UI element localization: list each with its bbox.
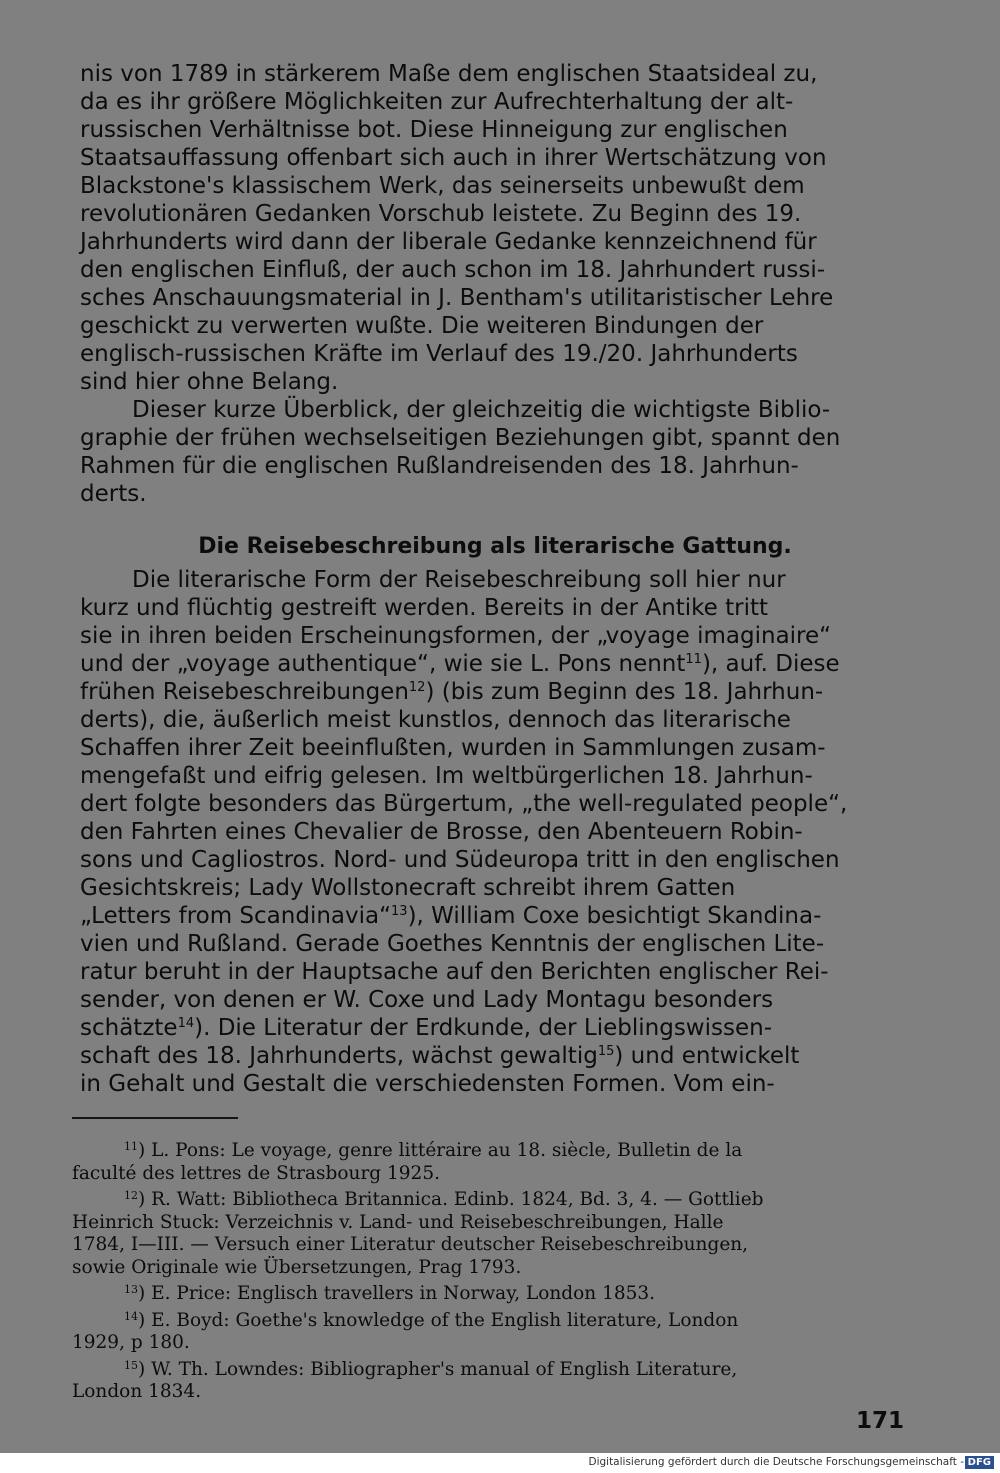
text-line: da es ihr größere Möglichkeiten zur Aufrechterhaltung der alt- [80, 89, 794, 115]
footnote-line [72, 1185, 910, 1212]
footnote-line: faculté des lettres de Strasbourg 1925. [72, 1162, 440, 1184]
text-line: Schaffen ihrer Zeit beeinflußten, wurden in Sammlungen zusam- [80, 735, 826, 761]
text-line [80, 678, 910, 706]
footnote-number: 14 [124, 1309, 138, 1323]
footnote-reference: 12 [408, 680, 426, 695]
text-line: sons und Cagliostros. Nord- und Südeuropa tritt in den englischen [80, 847, 840, 873]
footnote-number: 11 [124, 1140, 138, 1153]
main-text [80, 60, 910, 508]
text-line: Rahmen für die englischen Rußlandreisenden des 18. Jahrhun- [80, 453, 799, 479]
text-line: sender, von denen er W. Coxe und Lady Montagu besonders [80, 987, 774, 1013]
text-line: in Gehalt und Gestalt die verschiedensten Formen. Vom ein- [80, 1071, 775, 1097]
footnote-text: E. Boyd: Goethe's knowledge of the English literature, London [151, 1309, 739, 1331]
footnote-number: 12 [124, 1189, 138, 1202]
paragraph-1 [80, 60, 910, 396]
text-segment: und der „voyage authentique“, wie sie L. Pons nennt [80, 651, 686, 677]
footnote-line: London 1834. [72, 1381, 202, 1402]
text-line: sind hier ohne Belang. [80, 369, 339, 395]
footnote-mark: ) [138, 1140, 152, 1161]
text-line: mengefaßt und eifrig gelesen. Im weltbürgerlichen 18. Jahrhun- [80, 763, 813, 789]
footnote-line [72, 1306, 910, 1333]
footnote-text: E. Price: Englisch travellers in Norway, London 1853. [151, 1283, 656, 1304]
footnote-reference: 11 [685, 652, 702, 667]
page-number: 171 [855, 1408, 904, 1434]
text-segment: schätzte [80, 1015, 178, 1041]
footnote-mark: ) [138, 1309, 152, 1331]
footnote-13 [72, 1279, 910, 1306]
main-text-section [80, 566, 910, 1098]
paragraph-2 [80, 396, 910, 508]
footnote-mark: ) [138, 1358, 152, 1380]
digitization-credit-bar [0, 1453, 1000, 1473]
text-line: ratur beruht in der Hauptsache auf den Berichten englischer Rei- [80, 959, 829, 985]
footnote-reference: 14 [177, 1016, 195, 1031]
footnote-line [72, 1279, 910, 1306]
footnote-line: 1784, I—III. — Versuch einer Literatur deutscher Reisebeschreibungen, [72, 1234, 749, 1255]
footnote-number: 13 [124, 1283, 138, 1296]
text-line: geschickt zu verwerten wußte. Die weiteren Bindungen der [80, 313, 764, 339]
footnote-text: R. Watt: Bibliotheca Britannica. Edinb. 1824, Bd. 3, 4. — Gottlieb [151, 1189, 764, 1210]
section-heading: Die Reisebeschreibung als literarische Gattung. [198, 534, 792, 559]
text-line [80, 650, 910, 678]
footnote-line [72, 1136, 910, 1163]
text-segment: ). Die Literatur der Erdkunde, der Lieblingswissen- [194, 1015, 772, 1041]
text-line: graphie der frühen wechselseitigen Beziehungen gibt, spannt den [80, 425, 841, 451]
footnotes [72, 1136, 910, 1404]
text-line: Blackstone's klassischem Werk, das seinerseits unbewußt dem [80, 173, 805, 199]
footnote-divider [72, 1117, 238, 1119]
text-line: derts), die, äußerlich meist kunstlos, dennoch das literarische [80, 707, 791, 733]
footnote-mark: ) [138, 1189, 152, 1210]
text-line: derts. [80, 481, 147, 507]
text-line: revolutionären Gedanken Vorschub leistete. Zu Beginn des 19. [80, 201, 802, 227]
footnote-reference: 15 [597, 1044, 615, 1059]
text-segment: „Letters from Scandinavia“ [80, 903, 392, 929]
text-line: russischen Verhältnisse bot. Diese Hinneigung zur englischen [80, 117, 788, 143]
text-line: den englischen Einfluß, der auch schon im 18. Jahrhundert russi- [80, 257, 826, 283]
footnote-12 [72, 1185, 910, 1279]
footnote-11 [72, 1136, 910, 1185]
text-line [80, 902, 910, 930]
paragraph-3 [80, 566, 910, 1098]
text-segment: frühen Reisebeschreibungen [80, 679, 409, 705]
credit-text: Digitalisierung gefördert durch die Deutsche Forschungsgemeinschaft - [588, 1456, 964, 1468]
footnote-number: 15 [124, 1358, 138, 1372]
footnote-text: W. Th. Lowndes: Bibliographer's manual of English Literature, [151, 1358, 738, 1380]
text-segment: schaft des 18. Jahrhunderts, wächst gewaltig [80, 1043, 598, 1069]
text-line [80, 1042, 910, 1070]
text-segment: ) und entwickelt [614, 1043, 800, 1069]
footnote-15 [72, 1355, 910, 1404]
footnote-reference: 13 [391, 904, 408, 919]
dfg-logo-icon: DFG [965, 1456, 994, 1469]
text-segment: ) (bis zum Beginn des 18. Jahrhun- [425, 679, 824, 705]
text-line [80, 1014, 910, 1042]
text-line: sches Anschauungsmaterial in J. Bentham's utilitaristischer Lehre [80, 285, 834, 311]
text-line: kurz und flüchtig gestreift werden. Bereits in der Antike tritt [80, 595, 769, 621]
text-line: Die literarische Form der Reisebeschreibung soll hier nur [132, 567, 786, 593]
footnote-line: Heinrich Stuck: Verzeichnis v. Land- und Reisebeschreibungen, Halle [72, 1211, 724, 1233]
text-line: Jahrhunderts wird dann der liberale Gedanke kennzeichnend für [80, 229, 817, 255]
footnote-mark: ) [138, 1283, 152, 1304]
footnote-text: L. Pons: Le voyage, genre littéraire au 18. siècle, Bulletin de la [151, 1140, 743, 1161]
text-segment: ), auf. Diese [701, 651, 840, 677]
text-line: englisch-russischen Kräfte im Verlauf des 19./20. Jahrhunderts [80, 341, 798, 367]
footnote-14 [72, 1306, 910, 1355]
text-line: sie in ihren beiden Erscheinungsformen, der „voyage imaginaire“ [80, 623, 832, 649]
text-line: vien und Rußland. Gerade Goethes Kenntnis der englischen Lite- [80, 931, 825, 957]
text-line: nis von 1789 in stärkerem Maße dem englischen Staatsideal zu, [80, 61, 818, 87]
footnote-line: sowie Originale wie Übersetzungen, Prag 1793. [72, 1256, 522, 1278]
text-line: Dieser kurze Überblick, der gleichzeitig die wichtigste Biblio- [132, 397, 831, 423]
footnote-line: 1929, p 180. [72, 1332, 190, 1353]
text-line: dert folgte besonders das Bürgertum, „the well-regulated people“, [80, 791, 848, 817]
text-line: den Fahrten eines Chevalier de Brosse, den Abenteuern Robin- [80, 819, 803, 845]
text-segment: ), William Coxe besichtigt Skandina- [407, 903, 822, 929]
footnote-line [72, 1355, 910, 1382]
text-line: Staatsauffassung offenbart sich auch in ihrer Wertschätzung von [80, 145, 827, 171]
text-line: Gesichtskreis; Lady Wollstonecraft schreibt ihrem Gatten [80, 875, 736, 901]
